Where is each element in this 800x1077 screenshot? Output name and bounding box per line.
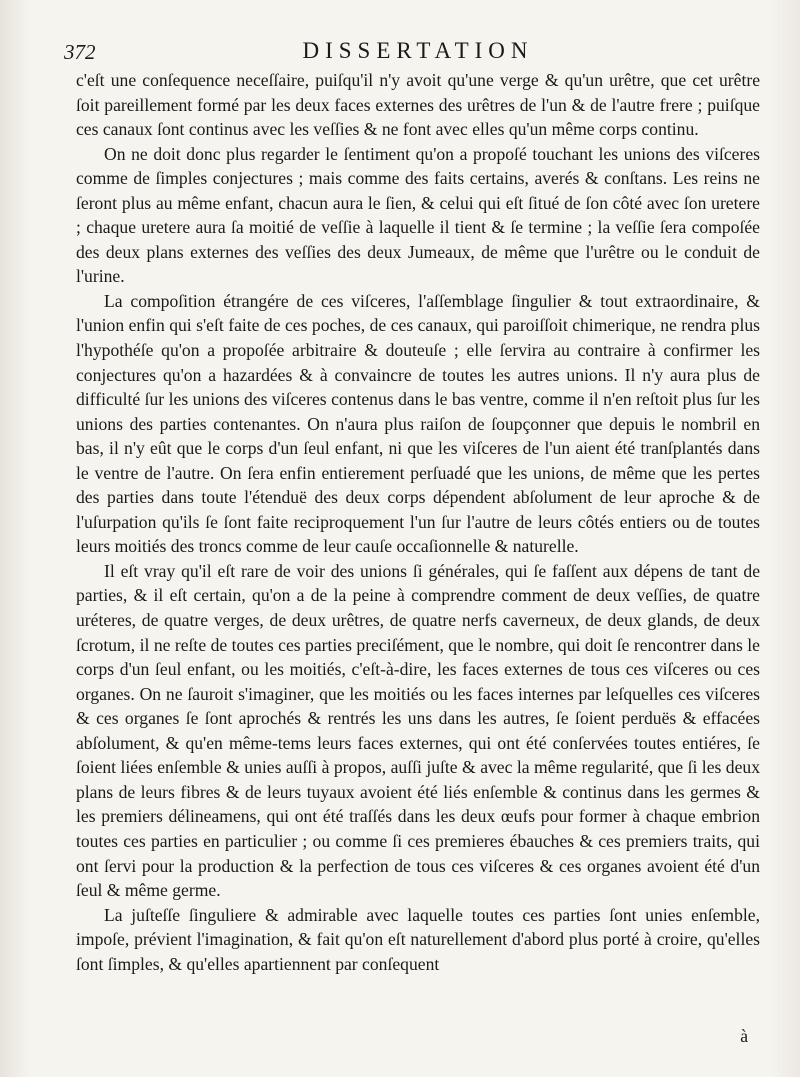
page-number: 372 bbox=[64, 40, 96, 64]
catchword: à bbox=[740, 1026, 748, 1046]
paragraph: La compoſition étrangére de ces viſceres, l'aſſemblage ſingulier & tout extraordinaire, & l'union enfin qui s'eſt faite de ces poches, de ces canaux, qui paroiſſoit chimerique, ne rendra plus l'hypothéſe qu'on a propoſée arbitraire & douteuſe ; elle ſervira au contraire à confirmer les conjectures qu'on a hazardées & à convaincre de toutes les autres unions. Il n'y aura plus de difficulté ſur les unions des viſceres contenus dans le bas ventre, comme il n'en reſtoit plus ſur les unions des parties contenantes. On n'aura plus raiſon de ſoupçonner que depuis le nombril en bas, il n'y eût que le corps d'un ſeul enfant, ni que les viſceres de l'un aient été tranſplantés dans le ventre de l'autre. On ſera enfin entierement perſuadé que les unions, de même que les pertes des parties dans toute l'étenduë des deux corps dépendent abſolument de leur aproche & de l'uſurpation qu'ils ſe ſont faite reciproquement l'un ſur l'autre de leurs côtés entiers ou de toutes leurs moitiés des troncs comme de leur cauſe occaſionnelle & naturelle. bbox=[76, 290, 760, 557]
page-header bbox=[64, 38, 760, 68]
body-text bbox=[76, 68, 760, 976]
running-head: DISSERTATION bbox=[302, 38, 534, 63]
paragraph: On ne doit donc plus regarder le ſentiment qu'on a propoſé touchant les unions des viſceres comme de ſimples conjectures ; mais comme des faits certains, averés & conſtans. Les reins ne ſeront plus au même enfant, chacun aura le ſien, & celui qui eſt ſitué de ſon côté avec ſon uretere ; chaque uretere aura ſa moitié de veſſie à laquelle il tient & ſe termine ; la veſſie ſera compoſée des deux plans externes des veſſies des deux Jumeaux, de même que l'urêtre ou le conduit de l'urine. bbox=[76, 143, 760, 287]
paragraph: Il eſt vray qu'il eſt rare de voir des unions ſi générales, qui ſe faſſent aux dépens de tant de parties, & il eſt certain, qu'on a de la peine à comprendre comment de deux veſſies, de quatre uréteres, de quatre verges, de deux urêtres, de quatre nerfs caverneux, de deux glands, de deux ſcrotum, il ne reſte de toutes ces parties preciſément, que le nombre, qui doit ſe rencontrer dans le corps d'un ſeul enfant, ou les moitiés, c'eſt-à-dire, les faces externes de tous ces viſceres ou ces organes. On ne ſauroit s'imaginer, que les moitiés ou les faces internes par leſquelles ces viſceres & ces organes ſe ſont aprochés & rentrés les uns dans les autres, ſe ſoient perduës & effacées abſolument, & qu'en même-tems leurs faces externes, qui ont été conſervées toutes entiéres, ſe ſoient liées enſemble & unies auſſi à propos, auſſi juſte & avec la même regularité, que ſi les deux plans de leurs fibres & de leurs tuyaux avoient été liés enſemble & continus dans les germes & les premiers délineamens, qui ont été traſſés dans les deux œufs pour former à chaque embrion toutes ces parties en particulier ; ou comme ſi ces premieres ébauches & ces premiers traits, qui ont ſervi pour la production & la perfection de tous ces viſceres & ces organes avoient été d'un ſeul & même germe. bbox=[76, 560, 760, 901]
paragraph-continued: c'eſt une conſequence neceſſaire, puiſqu'il n'y avoit qu'une verge & qu'un urêtre, que cet urêtre ſoit pareillement formé par les deux faces externes des urêtres de l'un & de l'autre frere ; puiſque ces canaux ſont continus avec les veſſies & ne font avec elles qu'un même corps continu. bbox=[76, 70, 760, 140]
paragraph: La juſteſſe ſinguliere & admirable avec laquelle toutes ces parties ſont unies enſemble, impoſe, prévient l'imagination, & fait qu'on eſt naturellement d'abord plus porté à croire, qu'elles ſont ſimples, & qu'elles apartiennent par conſequent bbox=[76, 904, 760, 974]
